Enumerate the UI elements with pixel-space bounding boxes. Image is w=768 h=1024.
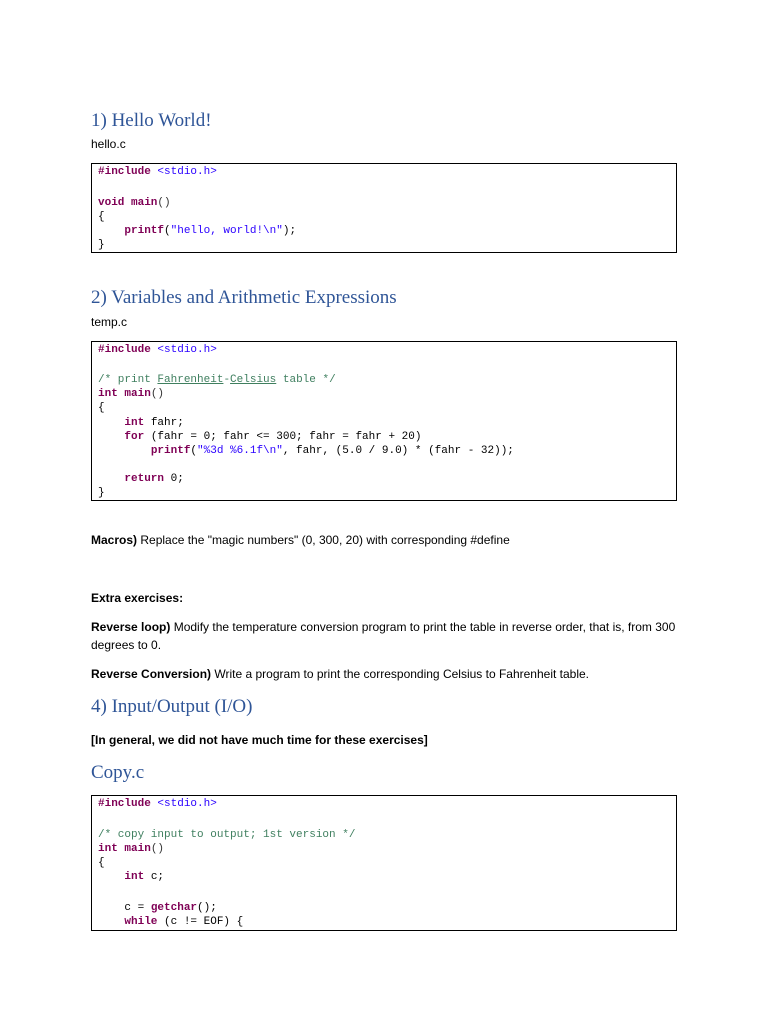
code-line: #include <stdio.h>	[98, 166, 217, 178]
section-heading-io: 4) Input/Output (I/O)	[91, 696, 253, 717]
code-line: int main()	[98, 388, 165, 400]
code-block-copy	[91, 795, 677, 931]
code-line: c = getchar();	[124, 902, 217, 914]
exercise-reverse-loop: Reverse loop) Modify the temperature conversion program to print the table in reverse order, that is, from 300 degrees to 0.	[91, 620, 676, 652]
code-line: {	[98, 402, 105, 414]
code-line: #include <stdio.h>	[98, 798, 217, 810]
code-block-hello	[91, 163, 677, 253]
section-heading-variables: 2) Variables and Arithmetic Expressions	[91, 287, 397, 308]
code-line: #include <stdio.h>	[98, 344, 217, 356]
code-line: void main()	[98, 197, 171, 209]
code-line: }	[98, 239, 105, 251]
code-line: /* copy input to output; 1st version */	[98, 829, 356, 841]
code-line: while (c != EOF) {	[124, 916, 244, 928]
code-line: for (fahr = 0; fahr <= 300; fahr = fahr + 20)	[124, 431, 422, 443]
code-line: {	[98, 857, 105, 869]
exercise-macros: Macros) Replace the "magic numbers" (0, 300, 20) with corresponding #define	[91, 533, 510, 547]
code-line: int fahr;	[124, 417, 184, 429]
code-line: return 0;	[124, 473, 184, 485]
code-line: }	[98, 487, 105, 499]
filename-temp: temp.c	[91, 315, 128, 329]
extra-exercises-heading: Extra exercises:	[91, 591, 184, 605]
code-line: printf("%3d %6.1f\n", fahr, (5.0 / 9.0) * (fahr - 32));	[150, 445, 514, 457]
section-heading-hello: 1) Hello World!	[91, 110, 212, 131]
code-line: int c;	[124, 871, 165, 883]
section-heading-copy: Copy.c	[91, 762, 145, 783]
code-line: /* print Fahrenheit-Celsius table */	[98, 374, 336, 386]
filename-hello: hello.c	[91, 137, 126, 151]
code-block-temp	[91, 341, 677, 501]
code-line: printf("hello, world!\n");	[124, 225, 297, 237]
io-note: [In general, we did not have much time for these exercises]	[91, 733, 428, 747]
code-line: {	[98, 211, 105, 223]
code-line: int main()	[98, 843, 165, 855]
exercise-reverse-conversion: Reverse Conversion) Write a program to print the corresponding Celsius to Fahrenheit table.	[91, 667, 590, 681]
